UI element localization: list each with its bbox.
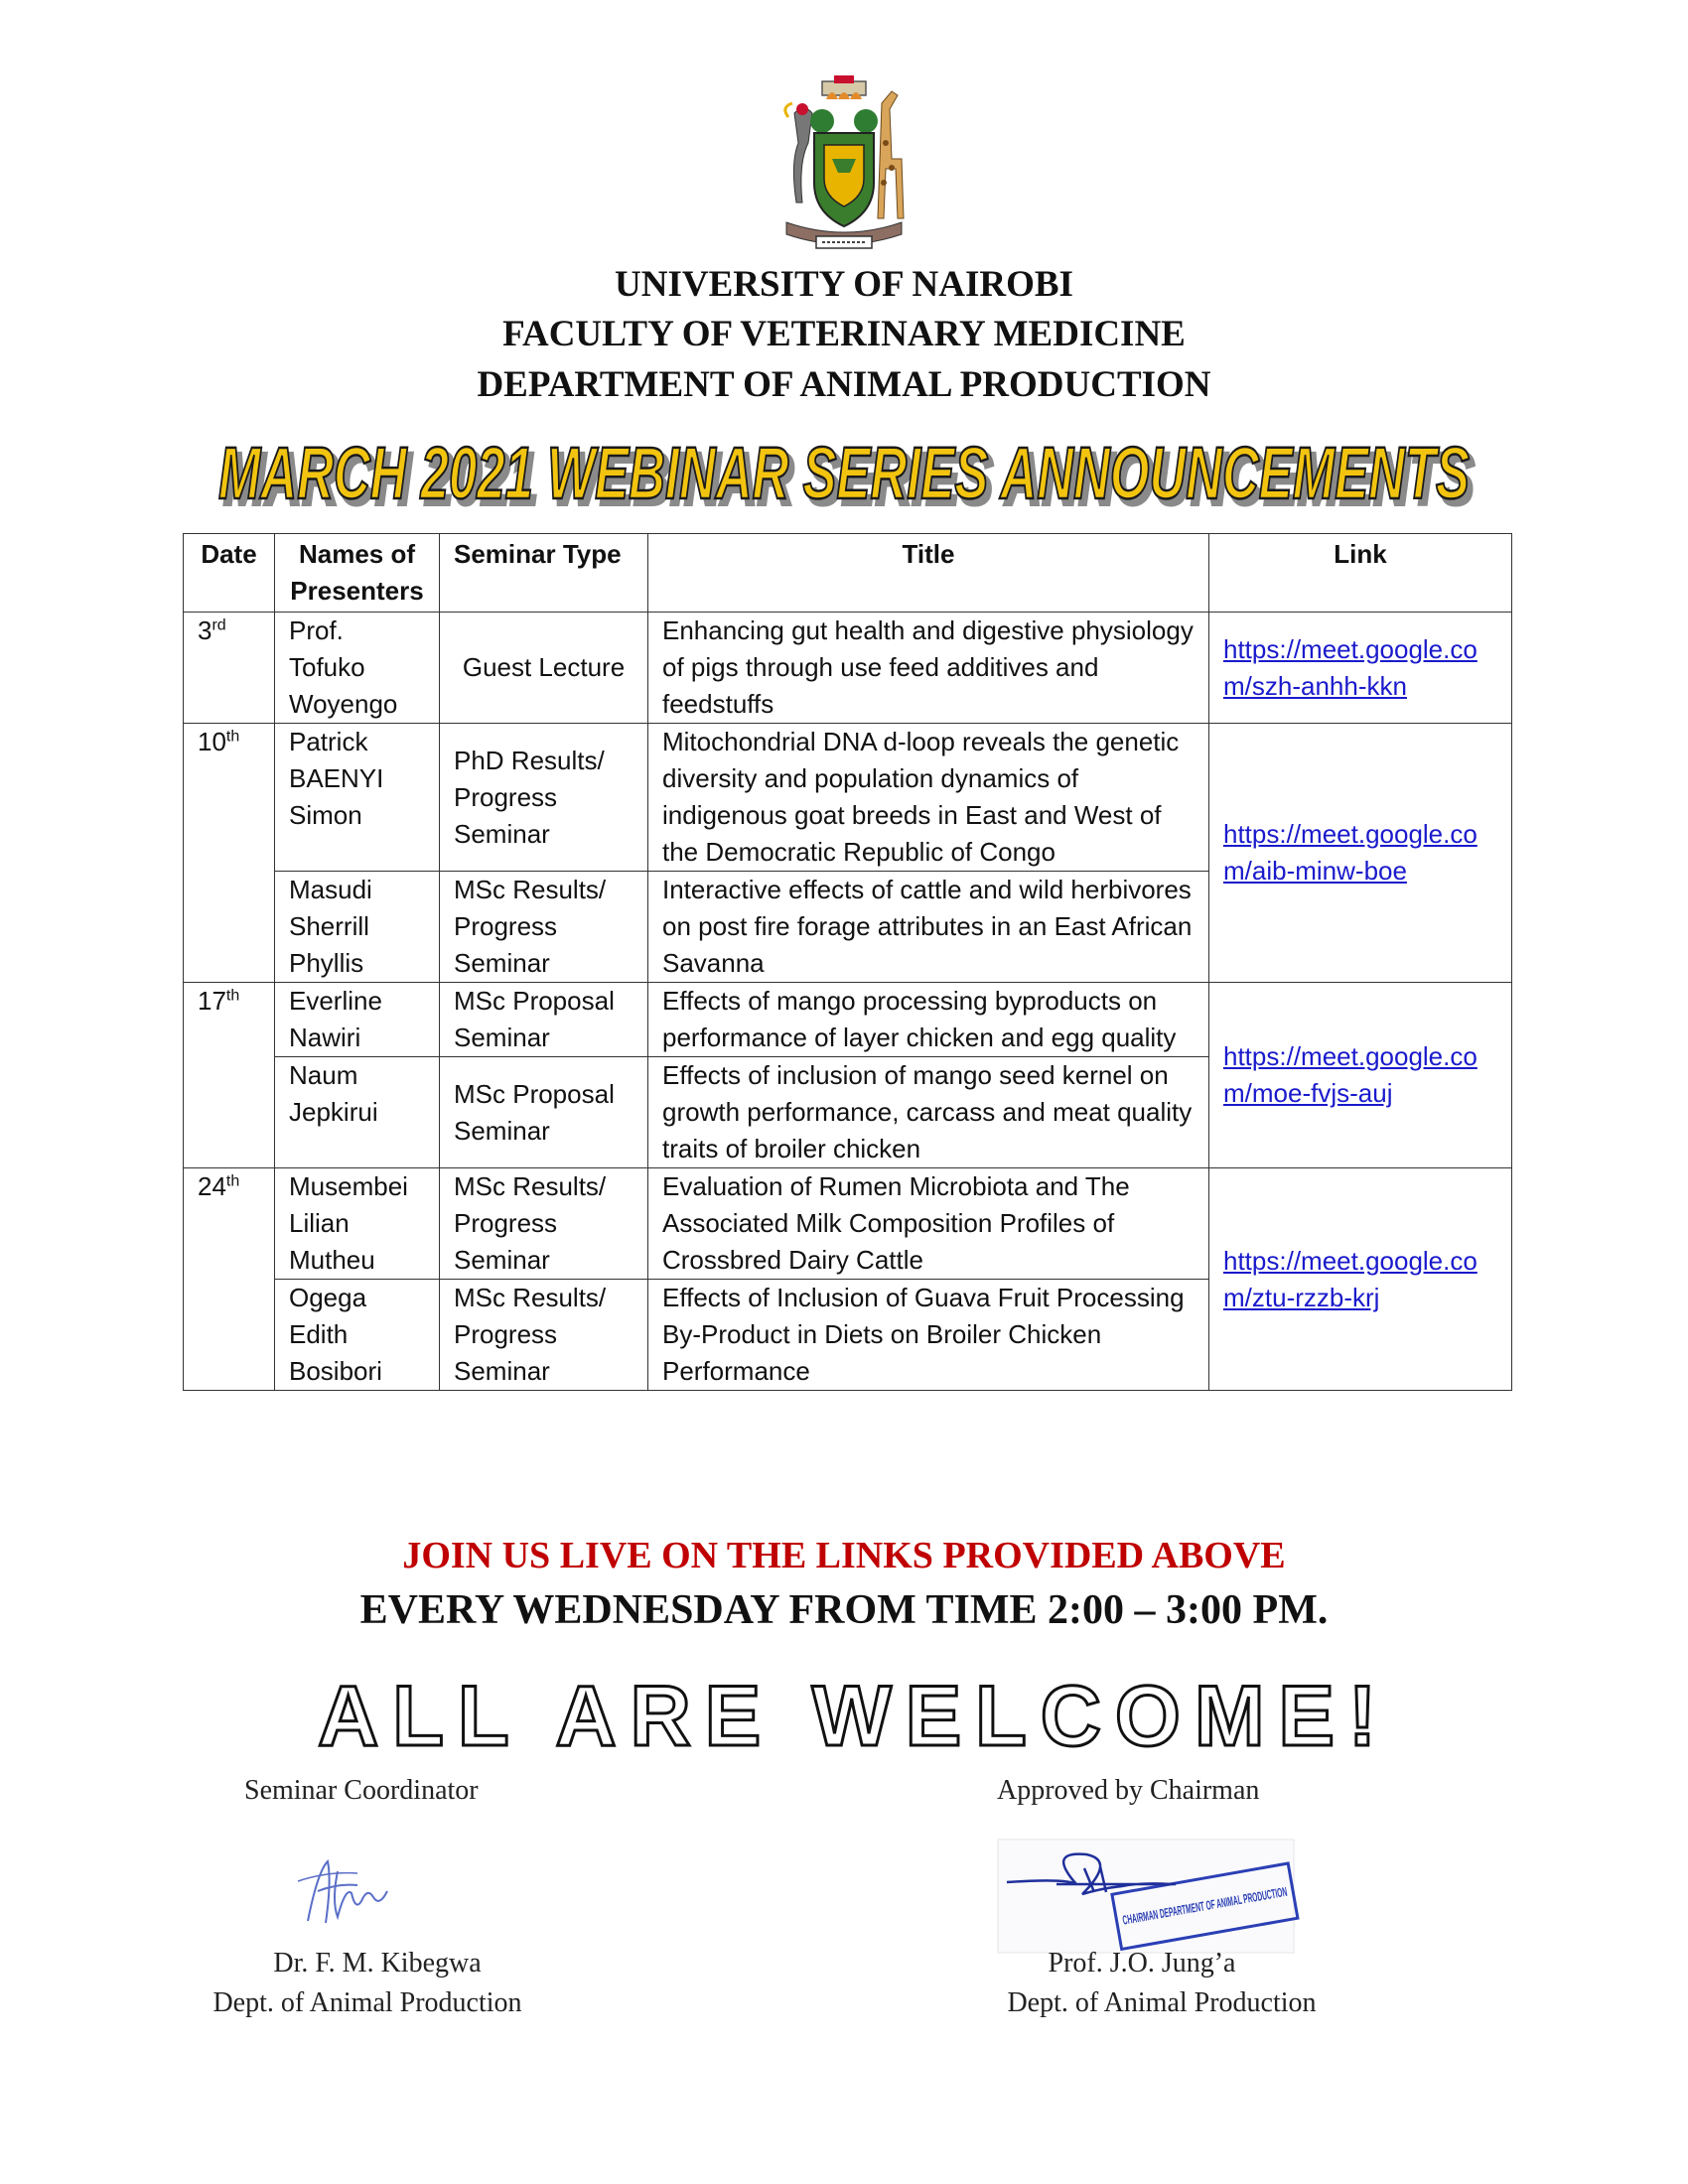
chairman-dept: Dept. of Animal Production (1007, 1987, 1317, 2018)
date-suffix: th (225, 728, 240, 746)
title-cell: Evaluation of Rumen Microbiota and The Associated Milk Composition Profiles of Crossbred Dairy Cattle (648, 1168, 1209, 1280)
schedule-time-notice: EVERY WEDNESDAY FROM TIME 2:00 – 3:00 PM. (359, 1587, 1329, 1633)
meet-link-10th[interactable]: https://meet.google.com/aib-minw-boe (1223, 819, 1477, 886)
meet-link-17th[interactable]: https://meet.google.com/moe-fvjs-auj (1223, 1041, 1477, 1108)
date-day: 10 (198, 727, 226, 756)
title-cell: Effects of mango processing byproducts on performance of layer chicken and egg quality (648, 983, 1209, 1057)
title-cell: Enhancing gut health and digestive physiology of pigs through use feed additives and feedstuffs (648, 613, 1209, 724)
date-suffix: rd (211, 616, 226, 634)
date-day: 24 (198, 1171, 226, 1201)
presenter-cell: Prof. Tofuko Woyengo (275, 613, 440, 724)
all-are-welcome-banner (308, 1666, 1400, 1765)
table-row (184, 1168, 1512, 1280)
table-header-row (184, 534, 1512, 613)
title-cell: Interactive effects of cattle and wild herbivores on post fire forage attributes in an East African Savanna (648, 872, 1209, 983)
link-cell (1209, 724, 1512, 983)
banner-text: MARCH 2021 WEBINAR SERIES ANNOUNCEMENTS (218, 432, 1470, 514)
seminar-type-cell: MSc Proposal Seminar (440, 1057, 648, 1168)
chairman-stamp-icon (997, 1839, 1447, 1954)
seminar-type-cell: MSc Proposal Seminar (440, 983, 648, 1057)
meet-link-3rd[interactable]: https://meet.google.com/szh-anhh-kkn (1223, 633, 1477, 701)
join-live-notice: JOIN US LIVE ON THE LINKS PROVIDED ABOVE (402, 1535, 1286, 1576)
stamp-text: CHAIRMAN DEPARTMENT OF ANIMAL PRODUCTION (1121, 1855, 1447, 1928)
header-link: Link (1209, 534, 1512, 613)
seminar-type-cell: MSc Results/ Progress Seminar (440, 1168, 648, 1280)
date-suffix: th (225, 987, 240, 1005)
university-name: UNIVERSITY OF NAIROBI (615, 264, 1073, 305)
presenter-cell: Musembei Lilian Mutheu (275, 1168, 440, 1280)
department-name: DEPARTMENT OF ANIMAL PRODUCTION (477, 364, 1211, 405)
header-date: Date (184, 534, 275, 613)
presenter-cell: Masudi Sherrill Phyllis (275, 872, 440, 983)
date-day: 17 (198, 986, 226, 1016)
presenter-cell: Patrick BAENYI Simon (275, 724, 440, 872)
date-cell (184, 613, 275, 724)
header-title: Title (648, 534, 1209, 613)
announcement-banner (199, 429, 1489, 528)
presenter-cell: Everline Nawiri (275, 983, 440, 1057)
coordinator-name: Dr. F. M. Kibegwa (273, 1948, 482, 1979)
title-cell: Effects of Inclusion of Guava Fruit Processing By-Product in Diets on Broiler Chicken Performance (648, 1280, 1209, 1391)
date-suffix: th (225, 1172, 240, 1190)
chairman-name: Prof. J.O. Jung’a (1048, 1948, 1236, 1979)
header-presenters: Names of Presenters (275, 534, 440, 613)
webinar-schedule-table (183, 533, 1512, 1391)
welcome-text: ALL ARE WELCOME! (318, 1669, 1390, 1764)
seminar-type-cell: MSc Results/ Progress Seminar (440, 872, 648, 983)
table-row (184, 613, 1512, 724)
coordinator-dept: Dept. of Animal Production (212, 1987, 522, 2018)
seminar-type-cell: PhD Results/ Progress Seminar (440, 724, 648, 872)
link-cell (1209, 613, 1512, 724)
date-cell (184, 724, 275, 983)
university-crest-icon (765, 73, 923, 262)
date-cell (184, 983, 275, 1168)
header-seminar-type: Seminar Type (440, 534, 648, 613)
faculty-name: FACULTY OF VETERINARY MEDICINE (502, 314, 1186, 354)
approved-by-label: Approved by Chairman (997, 1775, 1260, 1806)
date-cell (184, 1168, 275, 1391)
banner-shadow-text: MARCH 2021 WEBINAR SERIES ANNOUNCEMENTS (223, 438, 1475, 520)
table-row (184, 983, 1512, 1057)
meet-link-24th[interactable]: https://meet.google.com/ztu-rzzb-krj (1223, 1245, 1477, 1312)
seminar-type-cell: MSc Results/ Progress Seminar (440, 1280, 648, 1391)
signature-kibegwa-icon (288, 1851, 407, 1941)
link-cell (1209, 983, 1512, 1168)
presenter-cell: Naum Jepkirui (275, 1057, 440, 1168)
presenter-cell: Ogega Edith Bosibori (275, 1280, 440, 1391)
date-day: 3 (198, 615, 212, 645)
table-row (184, 724, 1512, 872)
seminar-type-cell: Guest Lecture (440, 613, 648, 724)
link-cell (1209, 1168, 1512, 1391)
title-cell: Mitochondrial DNA d-loop reveals the genetic diversity and population dynamics of indigenous goat breeds in East and West of the Democratic Republic of Congo (648, 724, 1209, 872)
title-cell: Effects of inclusion of mango seed kernel on growth performance, carcass and meat quality traits of broiler chicken (648, 1057, 1209, 1168)
seminar-coordinator-label: Seminar Coordinator (244, 1775, 479, 1806)
